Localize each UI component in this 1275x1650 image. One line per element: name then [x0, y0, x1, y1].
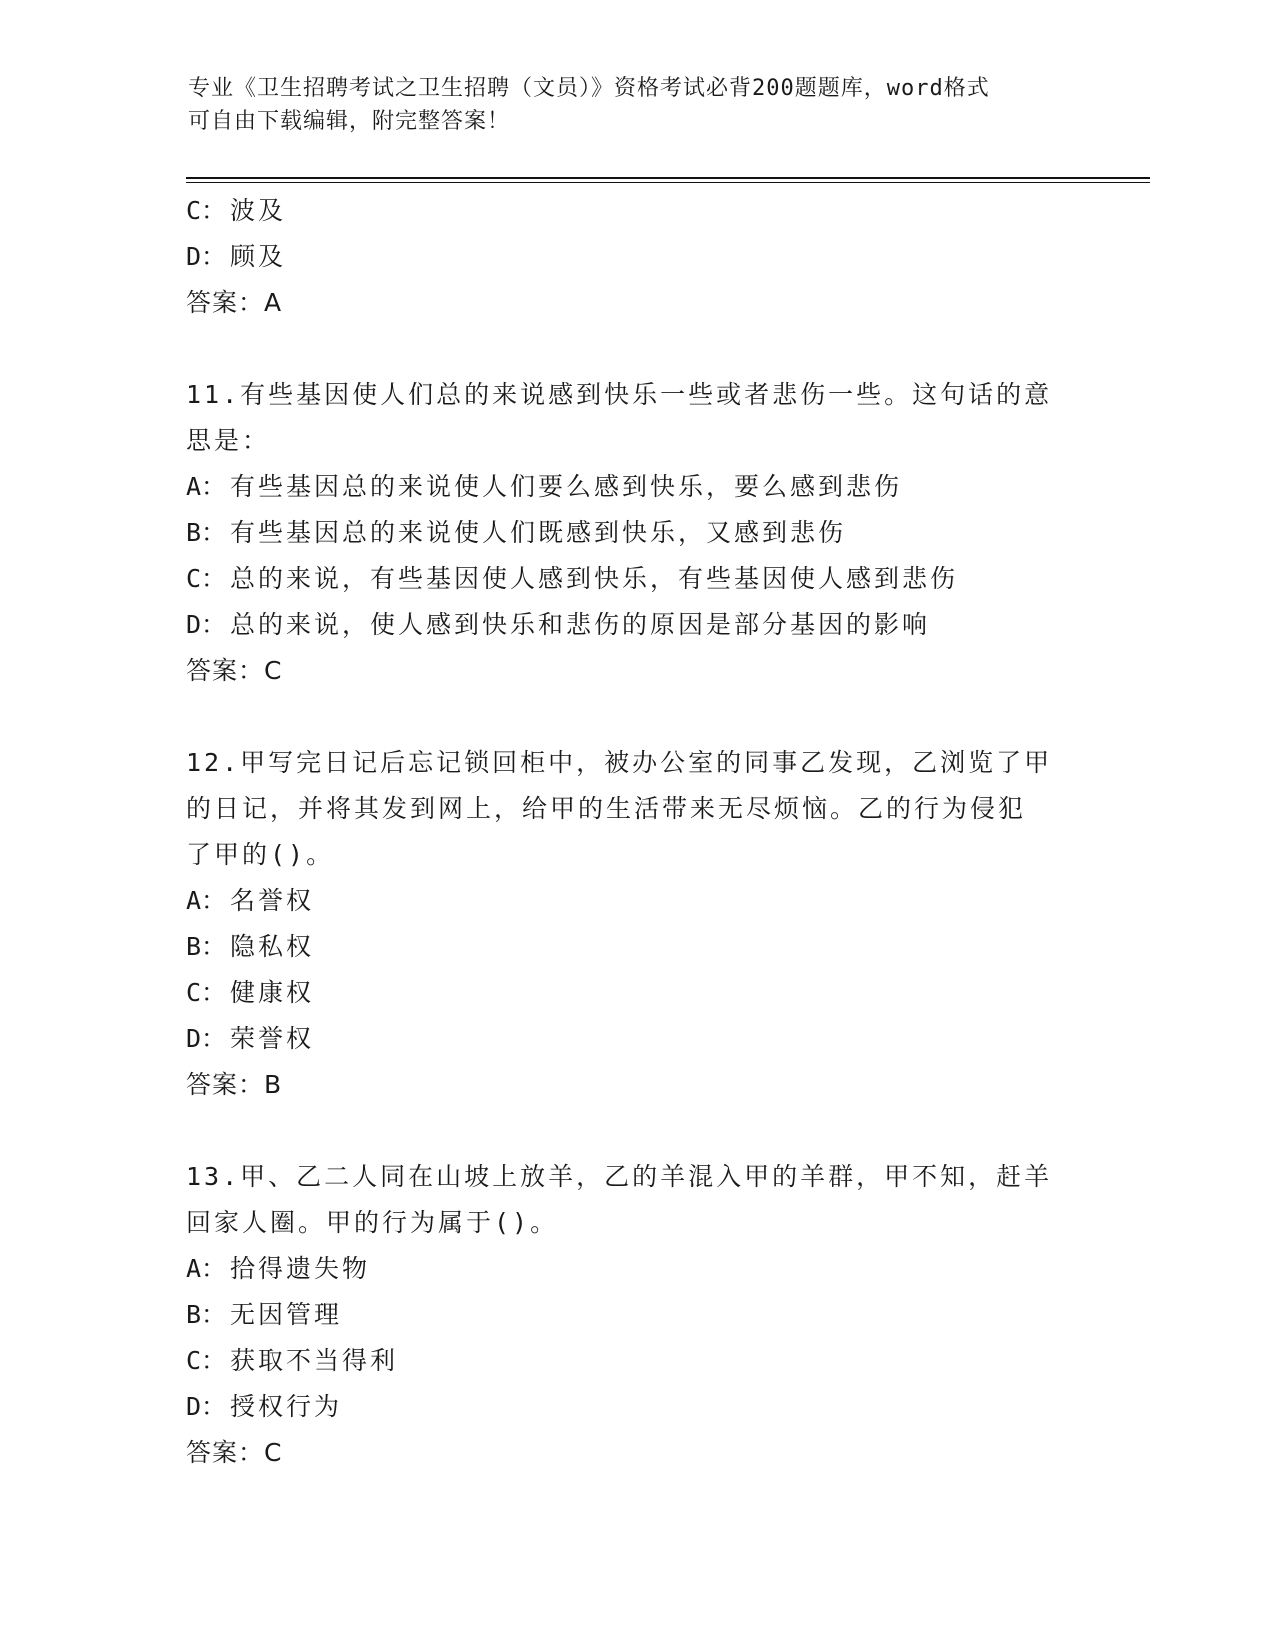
question-text: 回家人圈。甲的行为属于()。: [186, 1208, 559, 1237]
option-b: B： 隐私权: [186, 932, 315, 961]
prev-question: [186, 188, 1086, 326]
question-text: 13.甲、乙二人同在山坡上放羊，乙的羊混入甲的羊群，甲不知，赶羊: [186, 1162, 1053, 1191]
option-c: C： 波及: [186, 196, 287, 225]
option-d: D： 荣誉权: [186, 1024, 315, 1053]
option-b: B： 有些基因总的来说使人们既感到快乐，又感到悲伤: [186, 518, 847, 547]
document-body: [186, 188, 1086, 1476]
option-d: D： 授权行为: [186, 1392, 343, 1421]
option-c: C： 健康权: [186, 978, 315, 1007]
question-text: 了甲的()。: [186, 840, 335, 869]
option-a: A： 有些基因总的来说使人们要么感到快乐，要么感到悲伤: [186, 472, 903, 501]
header-line-1: 专业《卫生招聘考试之卫生招聘（文员）》资格考试必背200题题库，word格式: [188, 76, 990, 101]
option-d: D： 总的来说，使人感到快乐和悲伤的原因是部分基因的影响: [186, 610, 931, 639]
question-text: 11.有些基因使人们总的来说感到快乐一些或者悲伤一些。这句话的意: [186, 380, 1053, 409]
answer: 答案：B: [186, 1070, 283, 1099]
answer: 答案：A: [186, 288, 283, 317]
option-a: A： 拾得遗失物: [186, 1254, 371, 1283]
option-b: B： 无因管理: [186, 1300, 343, 1329]
question-text: 的日记，并将其发到网上，给甲的生活带来无尽烦恼。乙的行为侵犯: [186, 794, 1027, 823]
question-11: [186, 372, 1086, 694]
question-12: [186, 740, 1086, 1108]
header-rule-thick: [186, 177, 1150, 179]
question-13: [186, 1154, 1086, 1476]
header-rule-thin: [186, 182, 1150, 183]
answer: 答案：C: [186, 1438, 283, 1467]
option-c: C： 总的来说，有些基因使人感到快乐，有些基因使人感到悲伤: [186, 564, 959, 593]
question-text: 12.甲写完日记后忘记锁回柜中，被办公室的同事乙发现，乙浏览了甲: [186, 748, 1053, 777]
option-d: D： 顾及: [186, 242, 287, 271]
answer: 答案：C: [186, 656, 283, 685]
header-line-2: 可自由下载编辑，附完整答案！: [188, 109, 511, 134]
option-a: A： 名誉权: [186, 886, 315, 915]
option-c: C： 获取不当得利: [186, 1346, 399, 1375]
document-header: [188, 72, 1088, 138]
question-text: 思是：: [186, 426, 271, 455]
